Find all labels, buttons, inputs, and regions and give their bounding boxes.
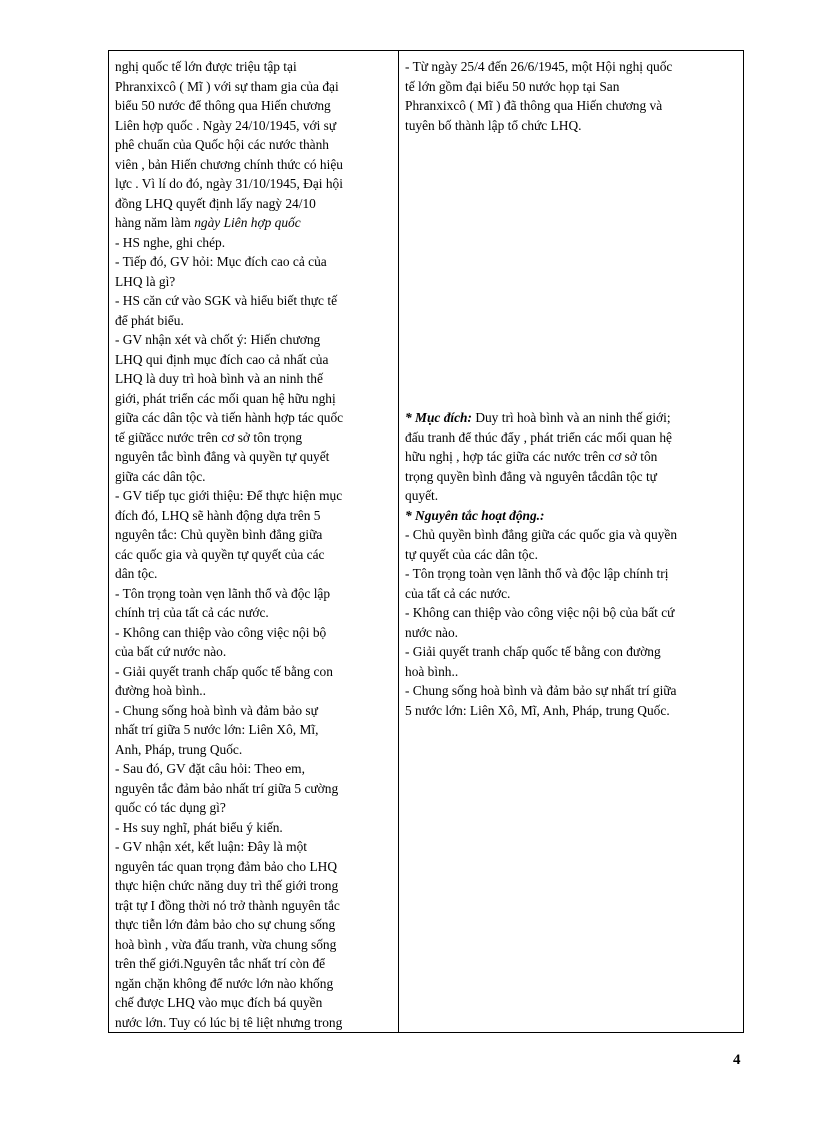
left-line: - Không can thiệp vào công việc nội bộ xyxy=(115,624,327,640)
left-line: phê chuẩn của Quốc hội các nước thành xyxy=(115,137,329,152)
left-line: biểu 50 nước để thông qua Hiến chương xyxy=(115,98,331,113)
left-line: đường hoà bình.. xyxy=(115,683,206,698)
principles-line: - Giải quyết tranh chấp quốc tế bằng con đường xyxy=(405,644,661,659)
left-line: lực . Vì lí do đó, ngày 31/10/1945, Đại hội xyxy=(115,176,343,191)
un-day-prefix: hàng năm làm xyxy=(115,215,195,230)
left-line: nguyên tắc: Chủ quyền bình đẳng giữa xyxy=(115,527,323,542)
right-line: Phranxixcô ( Mĩ ) đã thông qua Hiến chương và xyxy=(405,98,663,113)
left-line: đích đó, LHQ sẽ hành động dựa trên 5 xyxy=(115,507,321,523)
left-line: viên , bản Hiến chương chính thức có hiệu xyxy=(115,156,343,172)
content-table xyxy=(108,50,744,1033)
left-line: nguyên tác quan trọng đảm bảo cho LHQ xyxy=(115,858,337,874)
left-line: LHQ qui định mục đích cao cả nhất của xyxy=(115,351,329,367)
left-line: chính trị của tất cả các nước. xyxy=(115,605,269,620)
left-line: chế được LHQ vào mục đích bá quyền xyxy=(115,995,323,1010)
left-line: thực tiễn lớn đảm bảo cho sự chung sống xyxy=(115,917,336,932)
purpose-first-line: Duy trì hoà bình và an ninh thế giới; xyxy=(471,410,671,425)
principles-line: - Tôn trọng toàn vẹn lãnh thổ và độc lập chính trị xyxy=(405,566,669,581)
left-line: đồng LHQ quyết định lấy nagỳ 24/10 xyxy=(115,195,316,211)
un-day-italic: ngày Liên hợp quốc xyxy=(194,215,301,230)
left-line: Phranxixcô ( Mĩ ) với sự tham gia của đại xyxy=(115,78,339,94)
purpose-heading-line xyxy=(405,408,671,427)
teacher-student-activities-column xyxy=(109,51,399,1032)
left-line: giữa các dân tộc. xyxy=(115,468,206,484)
left-line: - GV nhận xét, kết luận: Đây là một xyxy=(115,839,308,854)
right-line: tuyên bố thành lập tổ chức LHQ. xyxy=(405,117,582,133)
left-line: hoà bình , vừa đấu tranh, vừa chung sống xyxy=(115,936,337,952)
purpose-line: đấu tranh để thúc đẩy , phát triển các mối quan hệ xyxy=(405,429,672,445)
left-line: các quốc gia và quyền tự quyết của các xyxy=(115,546,325,562)
left-line: nhất trí giữa 5 nước lớn: Liên Xô, Mĩ, xyxy=(115,722,319,737)
right-line: - Từ ngày 25/4 đến 26/6/1945, một Hội nghị quốc xyxy=(405,59,673,74)
left-line: nguyên tắc bình đẳng và quyền tự quyết xyxy=(115,449,330,464)
left-line: - Hs suy nghĩ, phát biểu ý kiến. xyxy=(115,819,283,835)
left-line: trật tự I đồng thời nó trở thành nguyên tắc xyxy=(115,897,340,913)
purpose-line: hữu nghị , hợp tác giữa các nước trên cơ sở tôn xyxy=(405,449,658,464)
key-knowledge-column xyxy=(399,51,743,1032)
left-line: - HS nghe, ghi chép. xyxy=(115,234,226,250)
purpose-line: trọng quyền bình đẳng và nguyên tắcdân tộc tự xyxy=(405,468,657,484)
right-line: tế lớn gồm đại biểu 50 nước họp tại San xyxy=(405,78,620,94)
left-line: - Giải quyết tranh chấp quốc tế bằng con xyxy=(115,663,333,679)
left-line: tế giữăcc nước trên cơ sở tôn trọng xyxy=(115,429,303,445)
left-line: giới, phát triển các mối quan hệ hữu nghị xyxy=(115,390,336,406)
left-line-un-day xyxy=(115,213,301,232)
left-line: của bất cứ nước nào. xyxy=(115,644,227,659)
left-line: - HS căn cứ vào SGK và hiểu biết thực tế xyxy=(115,293,338,308)
left-line: thực hiện chức năng duy trì thế giới trong xyxy=(115,878,339,893)
left-line: nghị quốc tế lớn được triệu tập tại xyxy=(115,59,297,74)
left-line: - Tiếp đó, GV hỏi: Mục đích cao cả của xyxy=(115,254,327,269)
principles-line: 5 nước lớn: Liên Xô, Mĩ, Anh, Pháp, trung Quốc. xyxy=(405,702,670,718)
purpose-line: quyết. xyxy=(405,488,439,503)
left-line: trên thế giới.Nguyên tắc nhất trí còn để xyxy=(115,956,326,971)
principles-line: tự quyết của các dân tộc. xyxy=(405,546,538,562)
principles-line: - Chủ quyền bình đẳng giữa các quốc gia và quyền xyxy=(405,527,678,542)
principles-line: - Không can thiệp vào công việc nội bộ của bất cứ xyxy=(405,605,675,620)
left-line: - GV nhận xét và chốt ý: Hiến chương xyxy=(115,332,321,347)
left-line: ngăn chặn không để nước lớn nào khống xyxy=(115,975,334,991)
left-line: - Sau đó, GV đặt câu hỏi: Theo em, xyxy=(115,761,305,776)
left-line: - GV tiếp tục giới thiệu: Để thực hiện mục xyxy=(115,488,343,503)
purpose-label: * Mục đích: xyxy=(405,410,472,425)
left-line: LHQ là duy trì hoà bình và an ninh thế xyxy=(115,371,323,386)
principles-line: của tất cả các nước. xyxy=(405,585,511,601)
left-line: nguyên tắc đảm bảo nhất trí giữa 5 cường xyxy=(115,780,339,796)
page-number: 4 xyxy=(733,1052,741,1068)
left-line: nước lớn. Tuy có lúc bị tê liệt nhưng trong xyxy=(115,1014,343,1030)
left-line: Liên hợp quốc . Ngày 24/10/1945, với sự xyxy=(115,117,337,133)
left-line: - Chung sống hoà bình và đảm bảo sự xyxy=(115,702,318,718)
left-line: quốc có tác dụng gì? xyxy=(115,800,226,815)
left-line: dân tộc. xyxy=(115,566,158,581)
left-line: để phát biểu. xyxy=(115,312,184,328)
left-line: LHQ là gì? xyxy=(115,273,176,289)
principles-line: - Chung sống hoà bình và đảm bảo sự nhất trí giữa xyxy=(405,683,677,698)
left-line: - Tôn trọng toàn vẹn lãnh thổ và độc lập xyxy=(115,585,331,601)
principles-line: hoà bình.. xyxy=(405,663,459,679)
left-line: Anh, Pháp, trung Quốc. xyxy=(115,741,243,757)
principles-line: nước nào. xyxy=(405,624,459,640)
left-line: giữa các dân tộc và tiến hành hợp tác quốc xyxy=(115,410,344,425)
principles-heading: * Nguyên tắc hoạt động.: xyxy=(405,507,545,523)
